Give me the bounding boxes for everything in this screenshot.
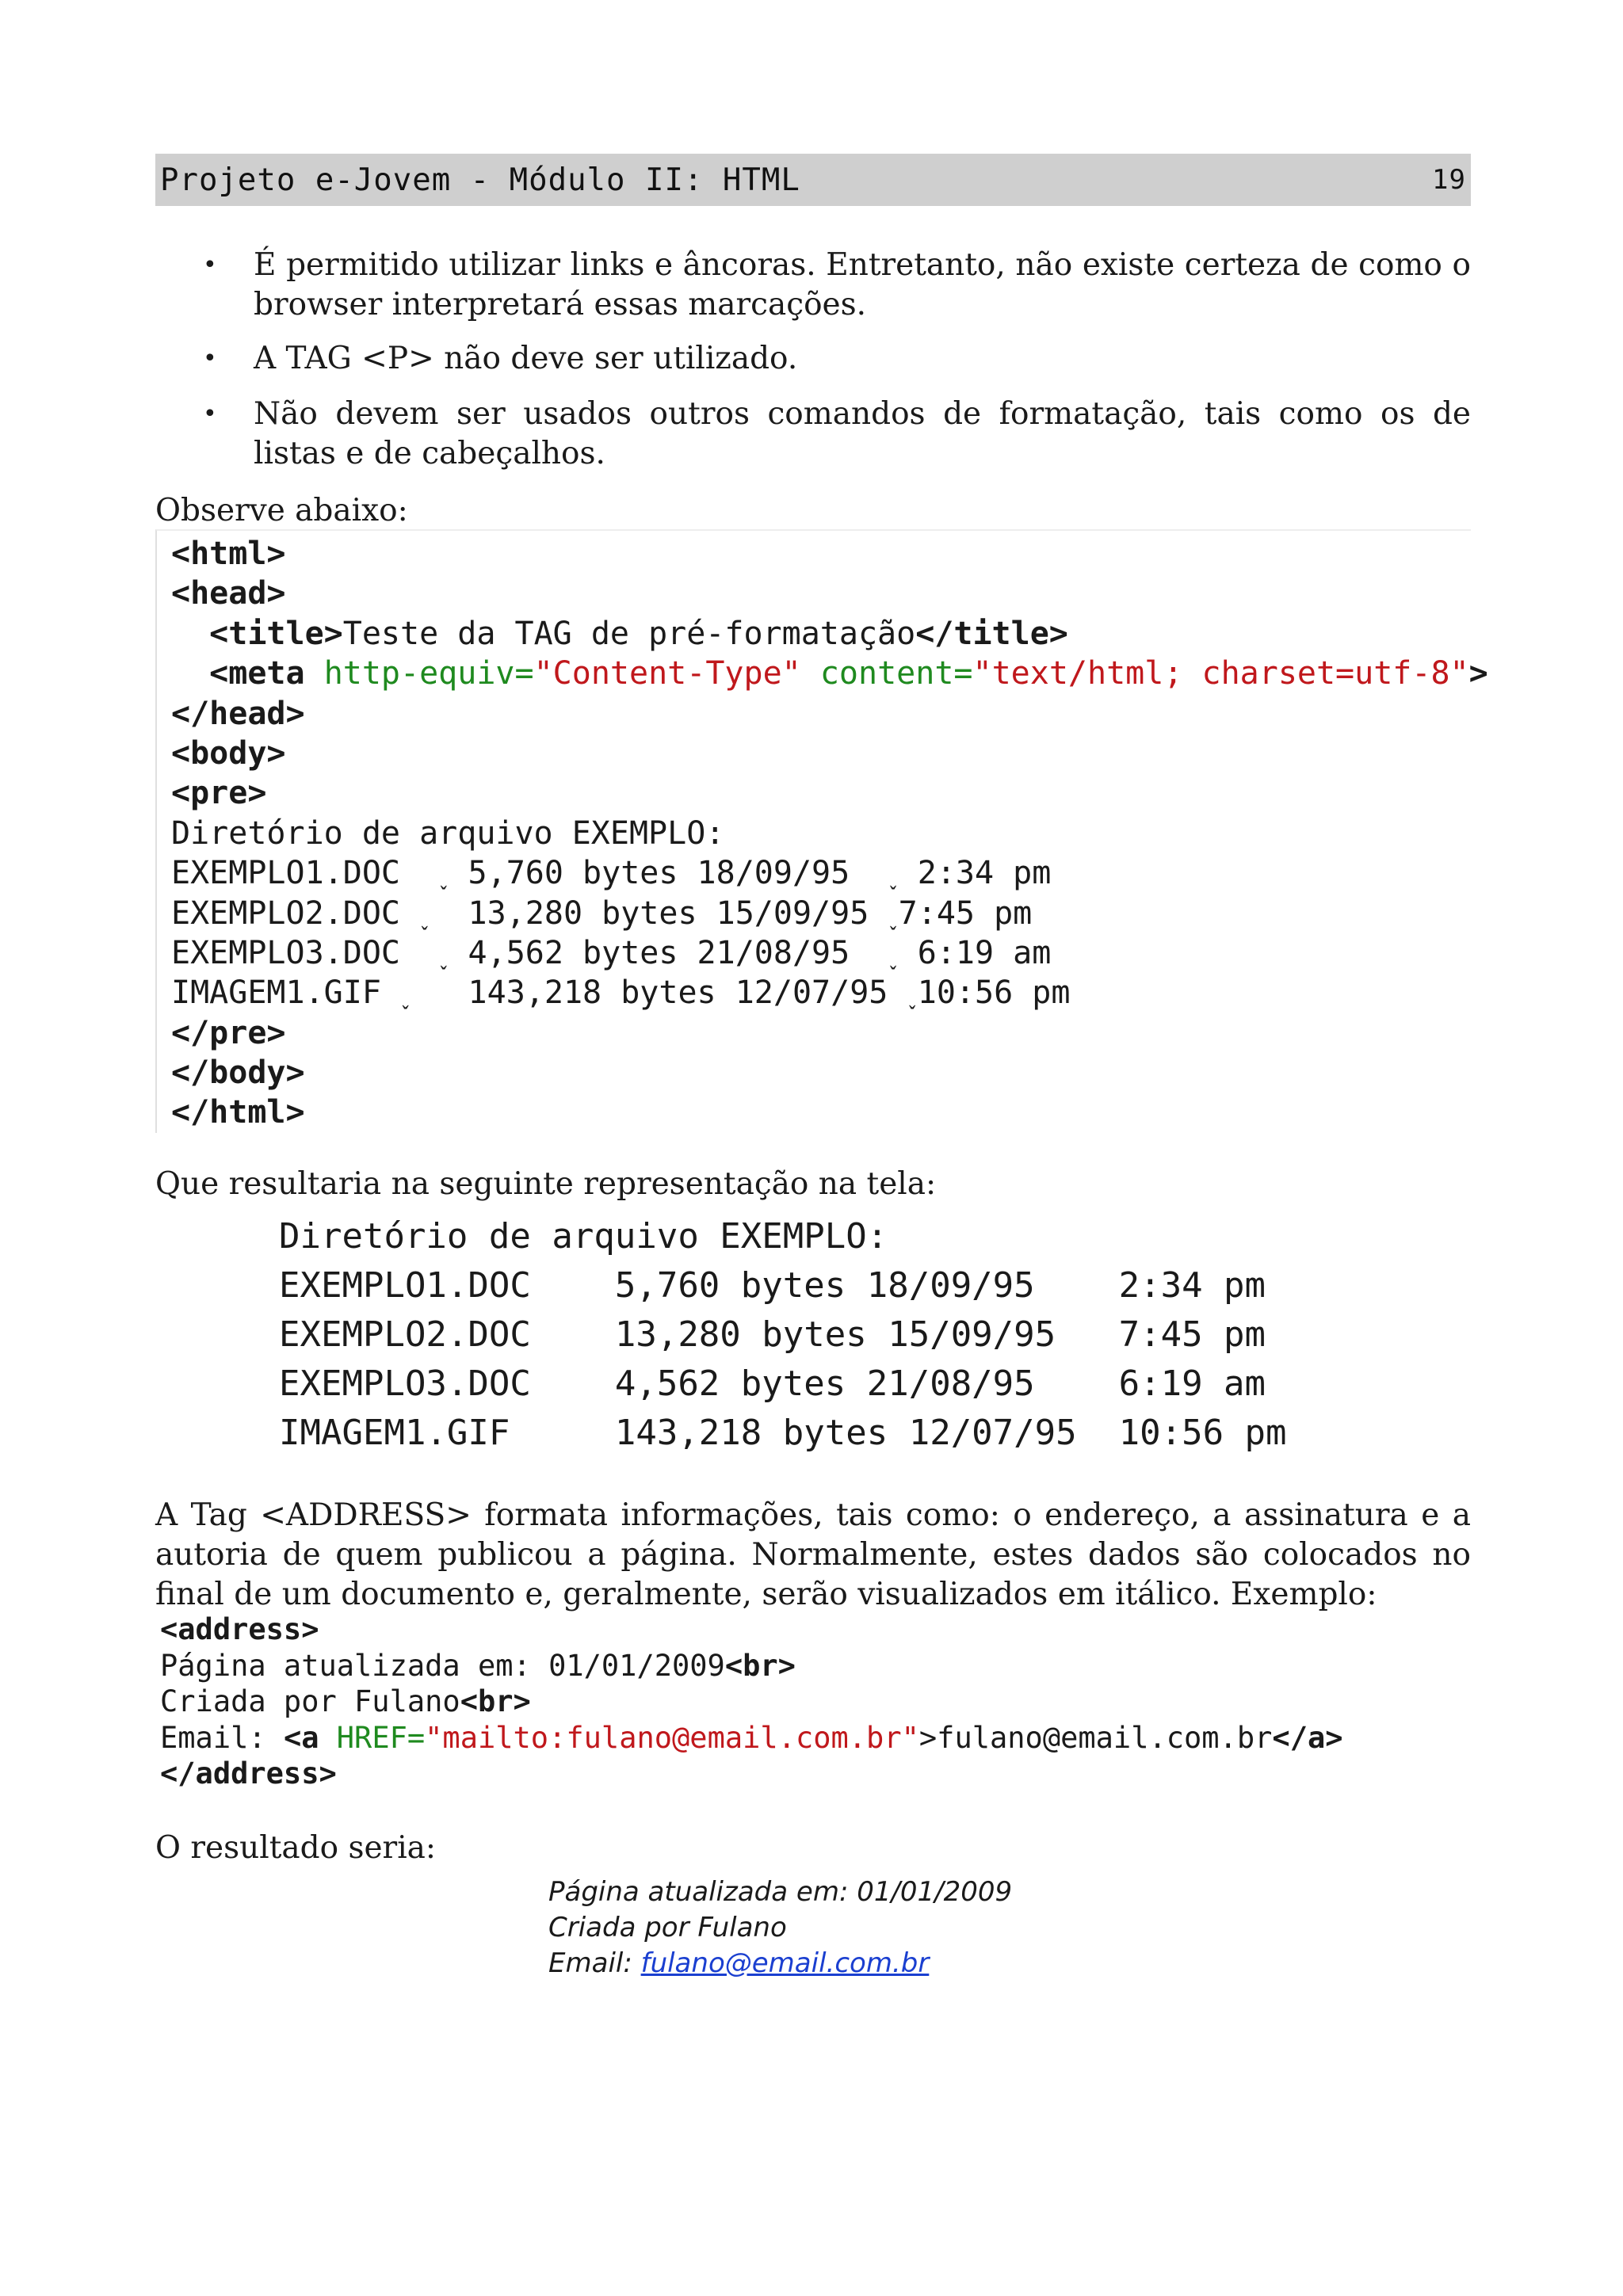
bullet-icon: • (203, 400, 217, 428)
code-text: fulano@email.com.br (937, 1720, 1273, 1755)
render-line: Diretório de arquivo EXEMPLO: (279, 1216, 888, 1257)
render-line: EXEMPLO2.DOC 13,280 bytes 15/09/95 7:45 pm (279, 1314, 1266, 1355)
code-line: EXEMPLO2.DOC ˯ 13,280 bytes 15/09/95 ˯7:45 pm (171, 894, 1033, 932)
bullet-icon: • (203, 345, 217, 372)
code-tag: <address> (160, 1612, 319, 1646)
page-header (155, 154, 1471, 206)
code-text: Criada por Fulano (160, 1684, 460, 1718)
code-value: "text/html; charset=utf-8" (972, 655, 1469, 692)
bullet-icon: • (203, 251, 217, 279)
code-tag: <meta (209, 655, 305, 692)
list-item (155, 395, 1471, 474)
code-tag: </a> (1272, 1720, 1343, 1755)
code-attr: HREF= (319, 1720, 426, 1755)
list-item-text: É permitido utilizar links e âncoras. Entretanto, não existe certeza de como o browser interpretará essas marcações. (254, 247, 1471, 322)
code-tag: <html> (171, 536, 286, 572)
code-tag: > (1468, 655, 1488, 692)
email-label: Email: (548, 1947, 641, 1979)
list-item (155, 246, 1471, 325)
email-link[interactable]: fulano@email.com.br (640, 1947, 930, 1979)
code-text: > (918, 1720, 938, 1755)
list-item-text: Não devem ser usados outros comandos de formatação, tais como os de listas e de cabeçalhos. (254, 396, 1471, 471)
address-paragraph: A Tag <ADDRESS> formata informações, tais como: o endereço, a assinatura e a autoria de quem publicou a página. Normalmente, estes dados são colocados no final de um documento e, geralmente, serão visualizados em itálico. Exemplo: (155, 1497, 1471, 1612)
code-tag: <head> (171, 575, 286, 612)
code-tag: <br> (724, 1648, 796, 1683)
code-line: EXEMPLO3.DOC ˯ 4,562 bytes 21/08/95 ˯ 6:19 am (171, 934, 1052, 971)
observe-label: Observe abaixo: (155, 493, 408, 528)
render-line: EXEMPLO1.DOC 5,760 bytes 18/09/95 2:34 pm (279, 1265, 1266, 1306)
code-tag: </body> (171, 1055, 305, 1092)
code-tag: <body> (171, 734, 286, 772)
code-tag: </address> (160, 1756, 337, 1791)
rendered-address (548, 1875, 1012, 1981)
result2-label: O resultado seria: (155, 1830, 437, 1866)
render-line: EXEMPLO3.DOC 4,562 bytes 21/08/95 6:19 am (279, 1363, 1266, 1404)
code-tag: <pre> (171, 775, 267, 812)
address-line: Página atualizada em: 01/01/2009 (548, 1876, 1013, 1908)
code-attr: http-equiv= (323, 655, 534, 692)
code-line: EXEMPLO1.DOC ˯ 5,760 bytes 18/09/95 ˯ 2:34 pm (171, 855, 1052, 892)
code-value: "Content-Type" (533, 655, 801, 692)
code-line: IMAGEM1.GIF ˯ 143,218 bytes 12/07/95 ˯10:56 pm (171, 974, 1071, 1012)
code-line: Diretório de arquivo EXEMPLO: (171, 814, 725, 852)
code-tag: <a (283, 1720, 319, 1755)
code-example-address (160, 1611, 1471, 1792)
code-text: Página atualizada em: 01/01/2009 (160, 1648, 725, 1683)
result-label: Que resultaria na seguinte representação na tela: (155, 1166, 937, 1202)
rules-list (155, 246, 1471, 474)
code-text: Teste da TAG de pré-formatação (342, 615, 916, 652)
header-title: Projeto e-Jovem - Módulo II: HTML (160, 162, 800, 198)
code-tag: </title> (915, 615, 1068, 652)
code-text: Email: (160, 1720, 284, 1755)
rendered-pre-output (279, 1212, 1388, 1458)
code-value: "mailto:fulano@email.com.br" (425, 1720, 919, 1755)
code-attr: content= (819, 655, 973, 692)
render-line: IMAGEM1.GIF 143,218 bytes 12/07/95 10:56 pm (279, 1413, 1287, 1453)
code-example-pre (155, 529, 1488, 1133)
code-tag: <br> (460, 1684, 531, 1718)
code-tag: </pre> (171, 1014, 286, 1051)
list-item-text: A TAG <P> não deve ser utilizado. (254, 341, 798, 376)
code-tag: </html> (171, 1094, 305, 1131)
code-tag: </head> (171, 695, 305, 732)
list-item (155, 339, 1471, 379)
code-tag: <title> (209, 615, 343, 652)
address-line: Criada por Fulano (548, 1912, 787, 1943)
page-number: 19 (1432, 164, 1466, 196)
